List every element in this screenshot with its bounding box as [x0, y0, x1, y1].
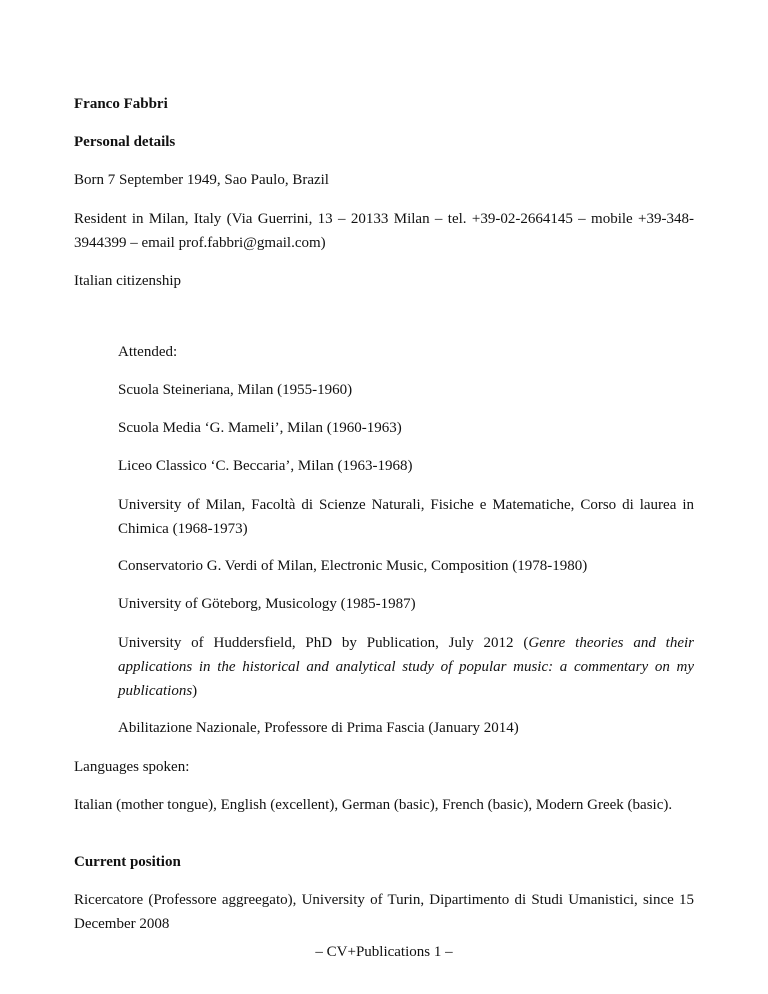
languages-list: Italian (mother tongue), English (excellent), German (basic), French (basic), Modern Greek (basic).: [74, 797, 673, 813]
education-item: Conservatorio G. Verdi of Milan, Electronic Music, Composition (1978-1980): [118, 558, 588, 574]
citizenship-info: Italian citizenship: [74, 273, 182, 289]
current-position-text: Ricercatore (Professore aggreegato), University of Turin, Dipartimento di Studi Umanistici, since 15 December 2008: [74, 892, 694, 932]
birth-info: Born 7 September 1949, Sao Paulo, Brazil: [74, 172, 329, 188]
page-footer: – CV+Publications 1 –: [315, 944, 453, 960]
personal-details-heading: Personal details: [74, 134, 176, 150]
education-heading: Attended:: [118, 344, 178, 360]
author-name: Franco Fabbri: [74, 96, 168, 112]
phd-prefix: University of Huddersfield, PhD by Publication, July 2012 (: [118, 635, 529, 651]
education-item: Abilitazione Nazionale, Professore di Prima Fascia (January 2014): [118, 720, 519, 736]
education-item: Liceo Classico ‘C. Beccaria’, Milan (1963-1968): [118, 458, 413, 474]
education-item: University of Göteborg, Musicology (1985-1987): [118, 596, 416, 612]
languages-heading: Languages spoken:: [74, 759, 190, 775]
phd-suffix: ): [192, 683, 198, 699]
education-item: Scuola Media ‘G. Mameli’, Milan (1960-1963): [118, 420, 402, 436]
phd-thesis-title: Genre theories and their applications in the historical and analytical study of popular music: a commentary on my publications: [118, 635, 694, 699]
residence-info: Resident in Milan, Italy (Via Guerrini, 13 – 20133 Milan – tel. +39-02-2664145 – mobile +39-348-3944399 – email prof.fabbri@gmail.com): [74, 211, 694, 251]
current-position-heading: Current position: [74, 854, 181, 870]
education-item: Scuola Steineriana, Milan (1955-1960): [118, 382, 353, 398]
education-item: University of Milan, Facoltà di Scienze Naturali, Fisiche e Matematiche, Corso di laurea in Chimica (1968-1973): [118, 497, 694, 537]
education-item-phd: [118, 631, 694, 703]
